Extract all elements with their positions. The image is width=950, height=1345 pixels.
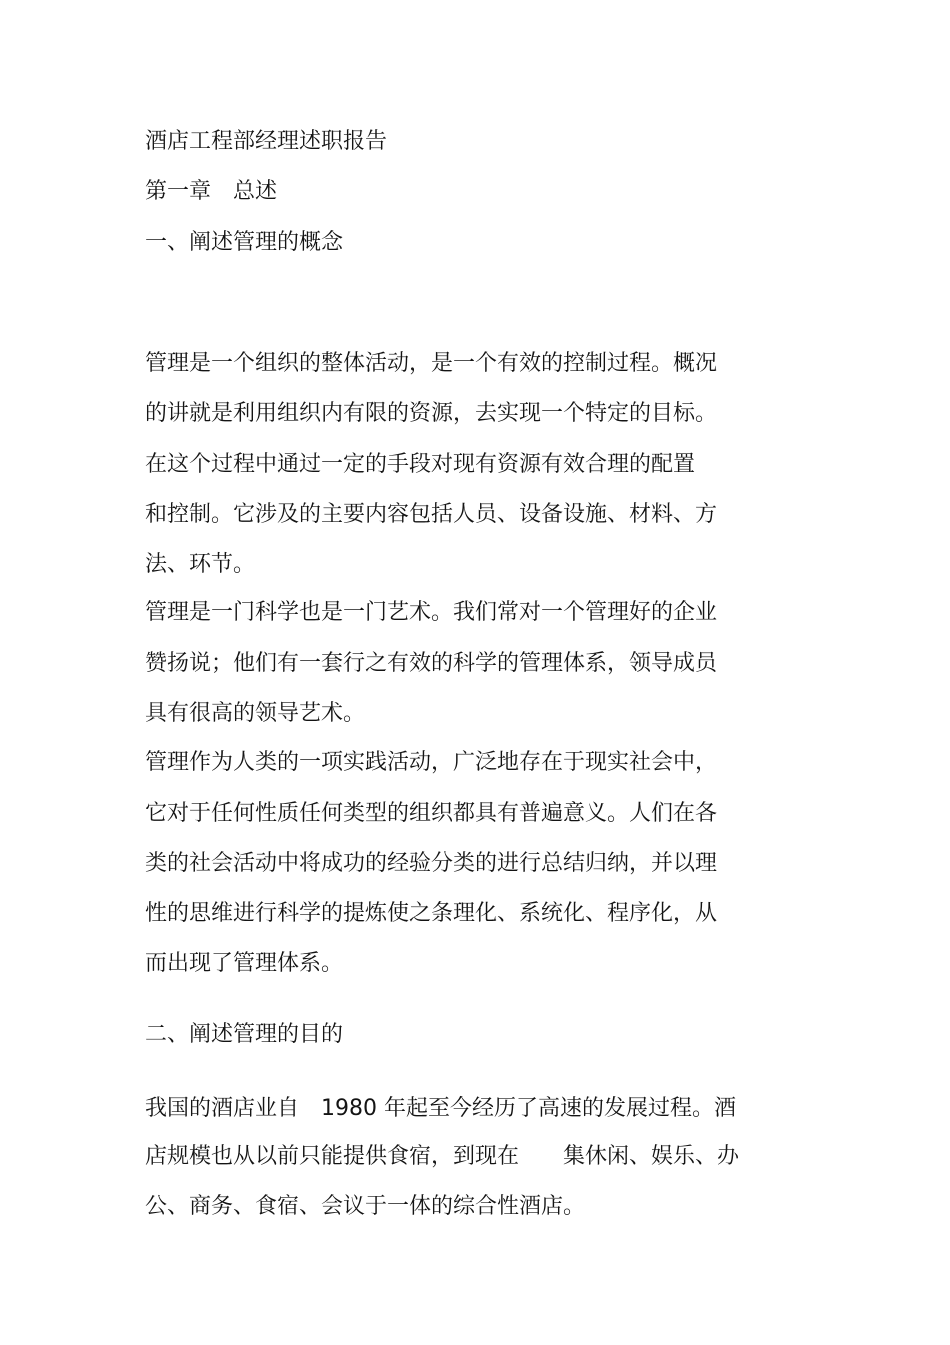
paragraph-line: 而出现了管理体系。 <box>145 951 344 976</box>
paragraph-line: 管理是一个组织的整体活动，是一个有效的控制过程。概况 <box>145 351 718 376</box>
section-heading-1: 一、阐述管理的概念 <box>145 230 344 255</box>
paragraph-line: 它对于任何性质任何类型的组织都具有普遍意义。人们在各 <box>145 801 718 826</box>
chapter-heading: 第一章 总述 <box>145 179 278 204</box>
paragraph-line: 管理作为人类的一项实践活动，广泛地存在于现实社会中， <box>145 750 718 775</box>
paragraph-line: 的讲就是利用组织内有限的资源，去实现一个特定的目标。 <box>145 401 718 426</box>
paragraph-line: 赞扬说；他们有一套行之有效的科学的管理体系，领导成员 <box>145 651 718 676</box>
paragraph-line: 管理是一门科学也是一门艺术。我们常对一个管理好的企业 <box>145 600 718 625</box>
paragraph-line: 类的社会活动中将成功的经验分类的进行总结归纳，并以理 <box>145 851 718 876</box>
paragraph-line: 法、环节。 <box>145 552 256 577</box>
section-heading-2: 二、阐述管理的目的 <box>145 1022 344 1047</box>
document-title: 酒店工程部经理述职报告 <box>145 129 388 154</box>
paragraph-line: 我国的酒店业自 1980 年起至今经历了高速的发展过程。酒 <box>145 1096 736 1121</box>
paragraph-line: 店规模也从以前只能提供食宿，到现在 集休闲、娱乐、办 <box>145 1144 740 1169</box>
paragraph-line: 在这个过程中通过一定的手段对现有资源有效合理的配置 <box>145 452 696 477</box>
paragraph-line: 公、商务、食宿、会议于一体的综合性酒店。 <box>145 1194 586 1219</box>
paragraph-line: 性的思维进行科学的提炼使之条理化、系统化、程序化，从 <box>145 901 718 926</box>
paragraph-line: 具有很高的领导艺术。 <box>145 701 366 726</box>
paragraph-line: 和控制。它涉及的主要内容包括人员、设备设施、材料、方 <box>145 502 718 527</box>
